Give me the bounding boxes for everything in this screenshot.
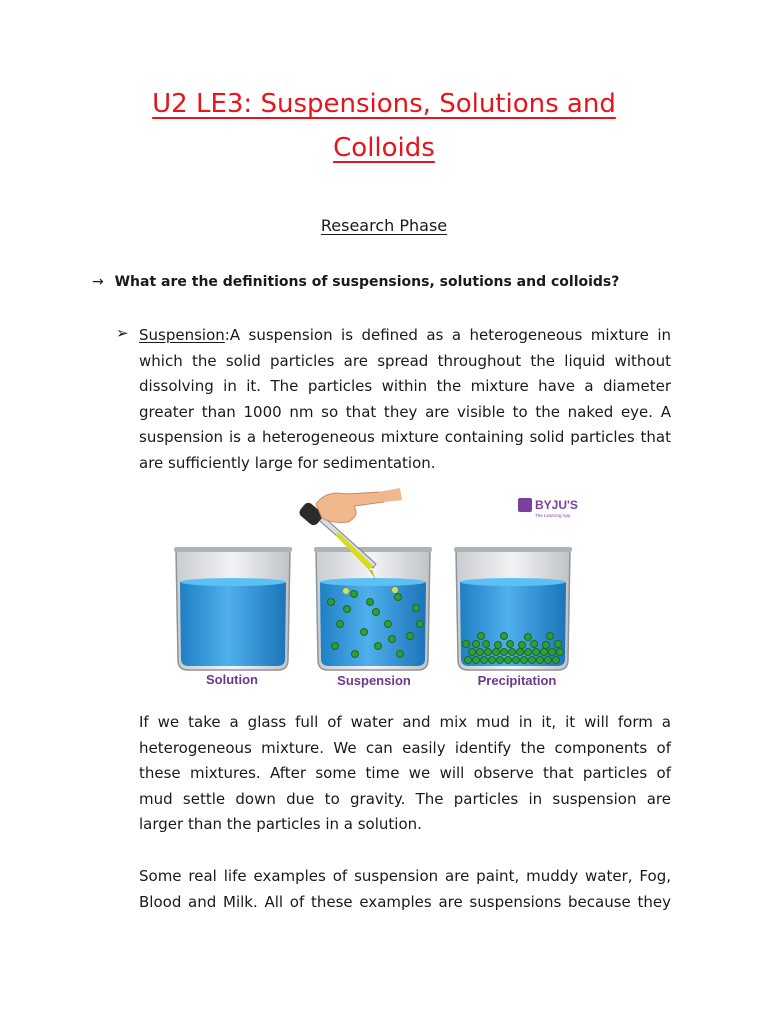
definition-line: which the solid particles are spread throughout the liquid without: [139, 351, 671, 370]
suspension-term: Suspension: [139, 326, 225, 344]
paragraph-mud-example: [139, 710, 671, 838]
suspension-definition: [139, 323, 671, 477]
paragraph-line: Blood and Milk. All of these examples are suspensions because they: [139, 892, 671, 911]
title-line-1: U2 LE3: Suspensions, Solutions and: [152, 89, 616, 119]
title-line-2: Colloids: [333, 133, 435, 163]
bullet-arrow-icon: ➢: [116, 324, 129, 342]
paragraph-real-life-examples: [139, 864, 671, 915]
research-question: [92, 274, 712, 290]
precipitation-beaker: [454, 547, 572, 670]
definition-line: Suspension:A suspension is defined as a heterogeneous mixture in: [139, 326, 671, 344]
question-text: What are the definitions of suspensions, solutions and colloids?: [114, 274, 620, 290]
beakers-figure: [140, 484, 592, 704]
section-heading: Research Phase: [320, 216, 448, 235]
paragraph-line: larger than the particles in a solution.: [139, 815, 422, 834]
arrow-icon: →: [92, 274, 104, 290]
paragraph-line: heterogeneous mixture. We can easily identify the components of: [139, 738, 671, 757]
paragraph-line: these mixtures. After some time we will observe that particles of: [139, 764, 671, 783]
hand-icon: [316, 488, 402, 523]
label-suspension: Suspension: [337, 673, 411, 688]
definition-line: are sufficiently large for sedimentation.: [139, 453, 436, 472]
solution-beaker: [174, 547, 292, 670]
label-solution: Solution: [206, 672, 258, 687]
definition-line: dissolving in it. The particles within the mixture have a diameter: [139, 377, 671, 396]
paragraph-line: If we take a glass full of water and mix mud in it, it will form a: [139, 713, 671, 731]
definition-line: greater than 1000 nm so that they are visible to the naked eye. A: [139, 402, 671, 421]
paragraph-line: mud settle down due to gravity. The particles in suspension are: [139, 789, 671, 808]
paragraph-line: Some real life examples of suspension are paint, muddy water, Fog,: [139, 867, 671, 885]
svg-text:BYJU'S: BYJU'S: [535, 498, 578, 512]
label-precipitation: Precipitation: [477, 673, 557, 688]
byjus-logo: [518, 498, 578, 518]
definition-line: suspension is a heterogeneous mixture containing solid particles that: [139, 428, 671, 447]
svg-text:The Learning App: The Learning App: [535, 513, 571, 518]
document-title: [0, 82, 768, 170]
